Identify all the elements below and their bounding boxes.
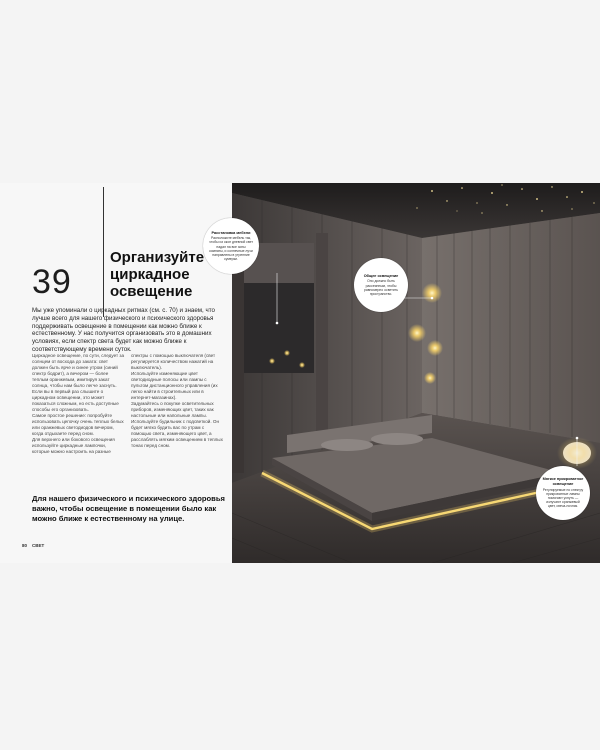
- body-paragraph: спектры с помощью выключателя (свет регулируется количеством нажатий на выключатель).: [131, 353, 216, 370]
- callout-title: Расстановка мебели: [211, 230, 251, 235]
- folio-section: СВЕТ: [32, 543, 45, 548]
- callout-furniture: [203, 218, 259, 274]
- callout-text: Оно должно быть рассеянным, чтобы равномерно осветить пространство.: [363, 279, 399, 296]
- lead-paragraph: Мы уже упоминали о циркадных ритмах (см. с. 70) и знаем, что лучше всего для нашего физического и психического здоровья поддерживать освещение в помещении как можно ближе к естественному. У нас получится организовать это в домашних условиях, если спектр света будет как можно ближе к соответствующему времени суток.: [32, 307, 215, 353]
- callout-title: Общее освещение: [363, 273, 399, 278]
- body-paragraph: Для верхнего или бокового освещения используйте циркадные лампочки, которые можно настроить на разные: [32, 437, 115, 454]
- callout-title: Мягкое прикроватное освещение: [542, 477, 584, 486]
- callout-text: Расположите мебель так, чтобы из окон дневной свет падал на все зоны комнаты, и солнечные лучи направлены в утренние сумерки.: [209, 236, 253, 262]
- callout-bedside-lighting: [536, 466, 590, 520]
- body-paragraph: Используйте изменяющие цвет светодиодные полосы или лампы с пультом дистанционного управления (их легко найти в строительных или в интернет-магазинах).: [131, 371, 218, 400]
- body-column-2: [131, 353, 223, 449]
- folio-number: 80: [22, 543, 28, 548]
- leader-dot: [276, 322, 279, 325]
- callout-text: Регулируемые по спектру прикроватные лампы помогают уснуть — излучают оранжевый цвет, свеча-ночник.: [542, 487, 584, 509]
- body-column-1: [32, 353, 124, 455]
- section-title: Организуйте циркадное освещение: [110, 249, 205, 300]
- body-paragraph: Используйте будильник с подсветкой. Он будет мягко будить вас по утрам с помощью света, изменяющего цвет, а расслаблять мягким освещением в теплых тонах перед сном.: [131, 419, 223, 448]
- body-paragraph: Задумайтесь о покупке осветительных приборов, изменяющих цвет, таких как настольные или напольные лампы.: [131, 401, 214, 418]
- leader-dot: [431, 297, 434, 300]
- title-rule: [103, 187, 104, 317]
- callout-general-lighting: [354, 258, 408, 312]
- pull-quote: Для нашего физического и психического здоровья важно, чтобы освещение в помещении было как можно ближе к естественному на улице.: [32, 494, 225, 523]
- left-page: [0, 183, 232, 563]
- page-folio: [22, 543, 49, 548]
- book-spread: [0, 183, 600, 563]
- body-paragraph: Циркадное освещение, по сути, следует за солнцем от восхода до заката: свет должен быть ярче и синее утром (синий спектр бодрит), а вечером — более теплым оранжевым, имитируя закат солнца, чтобы нам было легче заснуть. Если вы в первый раз слышите о циркадном освещении, это может показаться сложным, но есть доступные способы его организовать.: [32, 353, 125, 412]
- body-paragraph: Самое простое решение: попробуйте использовать цепочку очень теплых белых или оранжевых светодиодов вечером, когда отдыхаете перед сном.: [32, 413, 124, 436]
- section-number: 39: [32, 263, 72, 301]
- leader-dot: [576, 437, 579, 440]
